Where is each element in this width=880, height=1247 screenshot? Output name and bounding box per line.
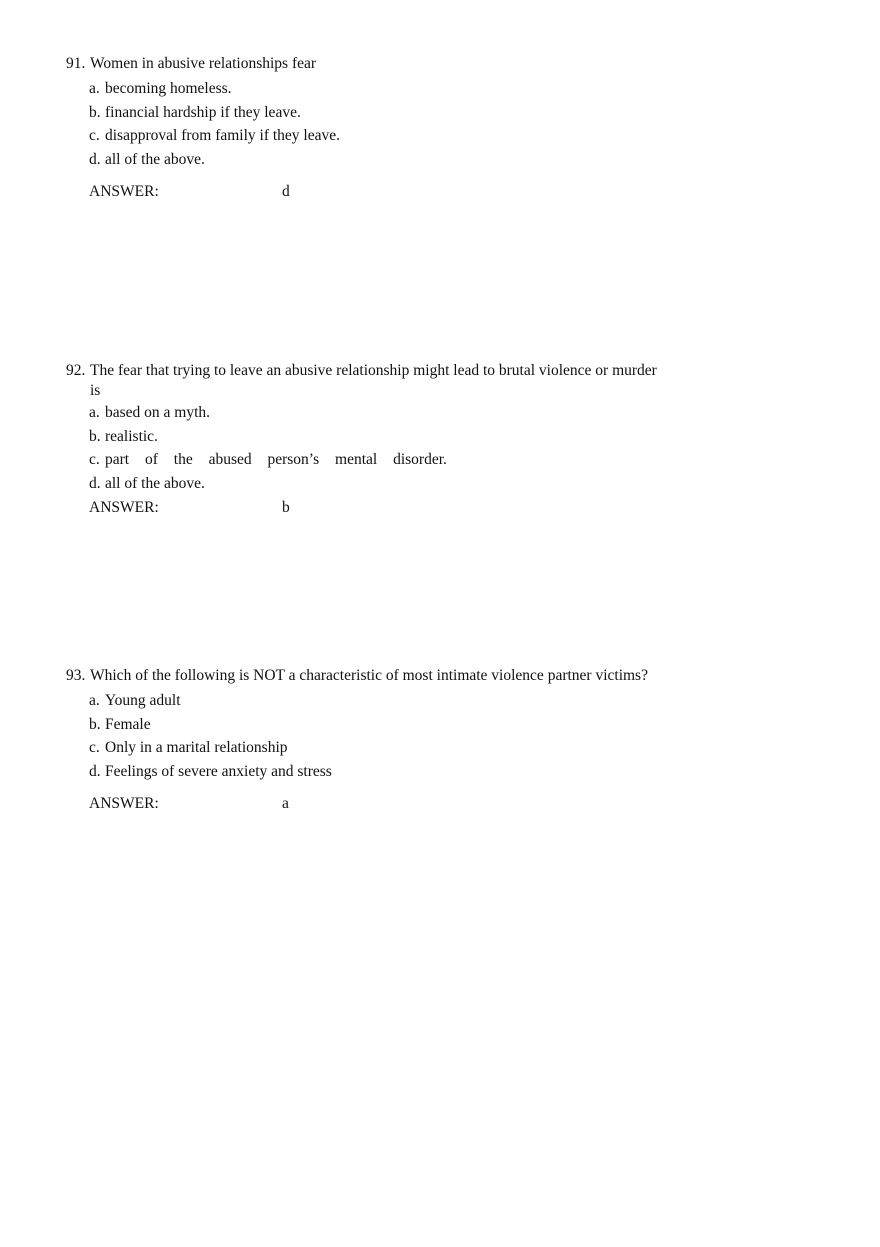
option-text: Feelings of severe anxiety and stress [105, 762, 332, 780]
option-letter: c. [89, 739, 100, 756]
answer-row [89, 181, 706, 203]
option-list [89, 77, 706, 171]
option-text: disapproval from family if they leave. [105, 127, 341, 144]
answer-value: b [282, 499, 290, 516]
option-letter: c. [89, 127, 100, 144]
option-c [89, 124, 706, 148]
option-letter: b. [89, 427, 101, 445]
answer-row [89, 793, 706, 815]
question-text: The fear that trying to leave an abusive relationship might lead to brutal violence or murder [90, 362, 657, 379]
option-letter: b. [89, 715, 101, 733]
option-b [89, 101, 706, 125]
question-text: Which of the following is NOT a characteristic of most intimate violence partner victims? [90, 667, 648, 684]
option-letter: a. [89, 692, 100, 709]
option-text: Female [105, 715, 151, 733]
option-text: part of the abused person’s mental disorder. [105, 451, 447, 468]
question-92 [66, 361, 706, 519]
option-letter: a. [89, 404, 100, 421]
option-letter: c. [89, 451, 100, 468]
option-b [89, 713, 706, 737]
option-letter: d. [89, 150, 101, 168]
option-d [89, 472, 706, 496]
answer-row [89, 497, 706, 519]
option-d [89, 760, 706, 784]
answer-value: d [282, 183, 290, 200]
option-text: based on a myth. [105, 404, 211, 421]
option-text: all of the above. [105, 474, 205, 492]
option-d [89, 148, 706, 172]
answer-label: ANSWER: [89, 183, 159, 200]
option-letter: a. [89, 80, 100, 97]
question-93 [66, 666, 706, 815]
option-letter: b. [89, 103, 101, 121]
question-stem [66, 361, 706, 381]
option-text: Only in a marital relationship [105, 739, 288, 756]
option-text: financial hardship if they leave. [105, 103, 301, 121]
option-list [89, 689, 706, 783]
option-a [89, 401, 706, 425]
question-stem [66, 54, 706, 74]
question-text: Women in abusive relationships fear [90, 55, 317, 72]
option-text: becoming homeless. [105, 80, 232, 97]
question-number: 92. [66, 362, 86, 379]
option-letter: d. [89, 762, 101, 780]
question-number: 93. [66, 667, 86, 684]
answer-label: ANSWER: [89, 499, 159, 516]
option-a [89, 77, 706, 101]
option-text: realistic. [105, 427, 158, 445]
option-b [89, 425, 706, 449]
answer-value: a [282, 795, 289, 812]
answer-label: ANSWER: [89, 795, 159, 812]
question-stem [66, 666, 706, 686]
option-list [89, 401, 706, 495]
option-c [89, 736, 706, 760]
question-91 [66, 54, 706, 203]
question-number: 91. [66, 55, 86, 72]
option-a [89, 689, 706, 713]
option-text: all of the above. [105, 150, 205, 168]
question-text-continued: is [90, 382, 101, 399]
option-text: Young adult [105, 692, 181, 709]
option-letter: d. [89, 474, 101, 492]
option-c [89, 448, 706, 472]
